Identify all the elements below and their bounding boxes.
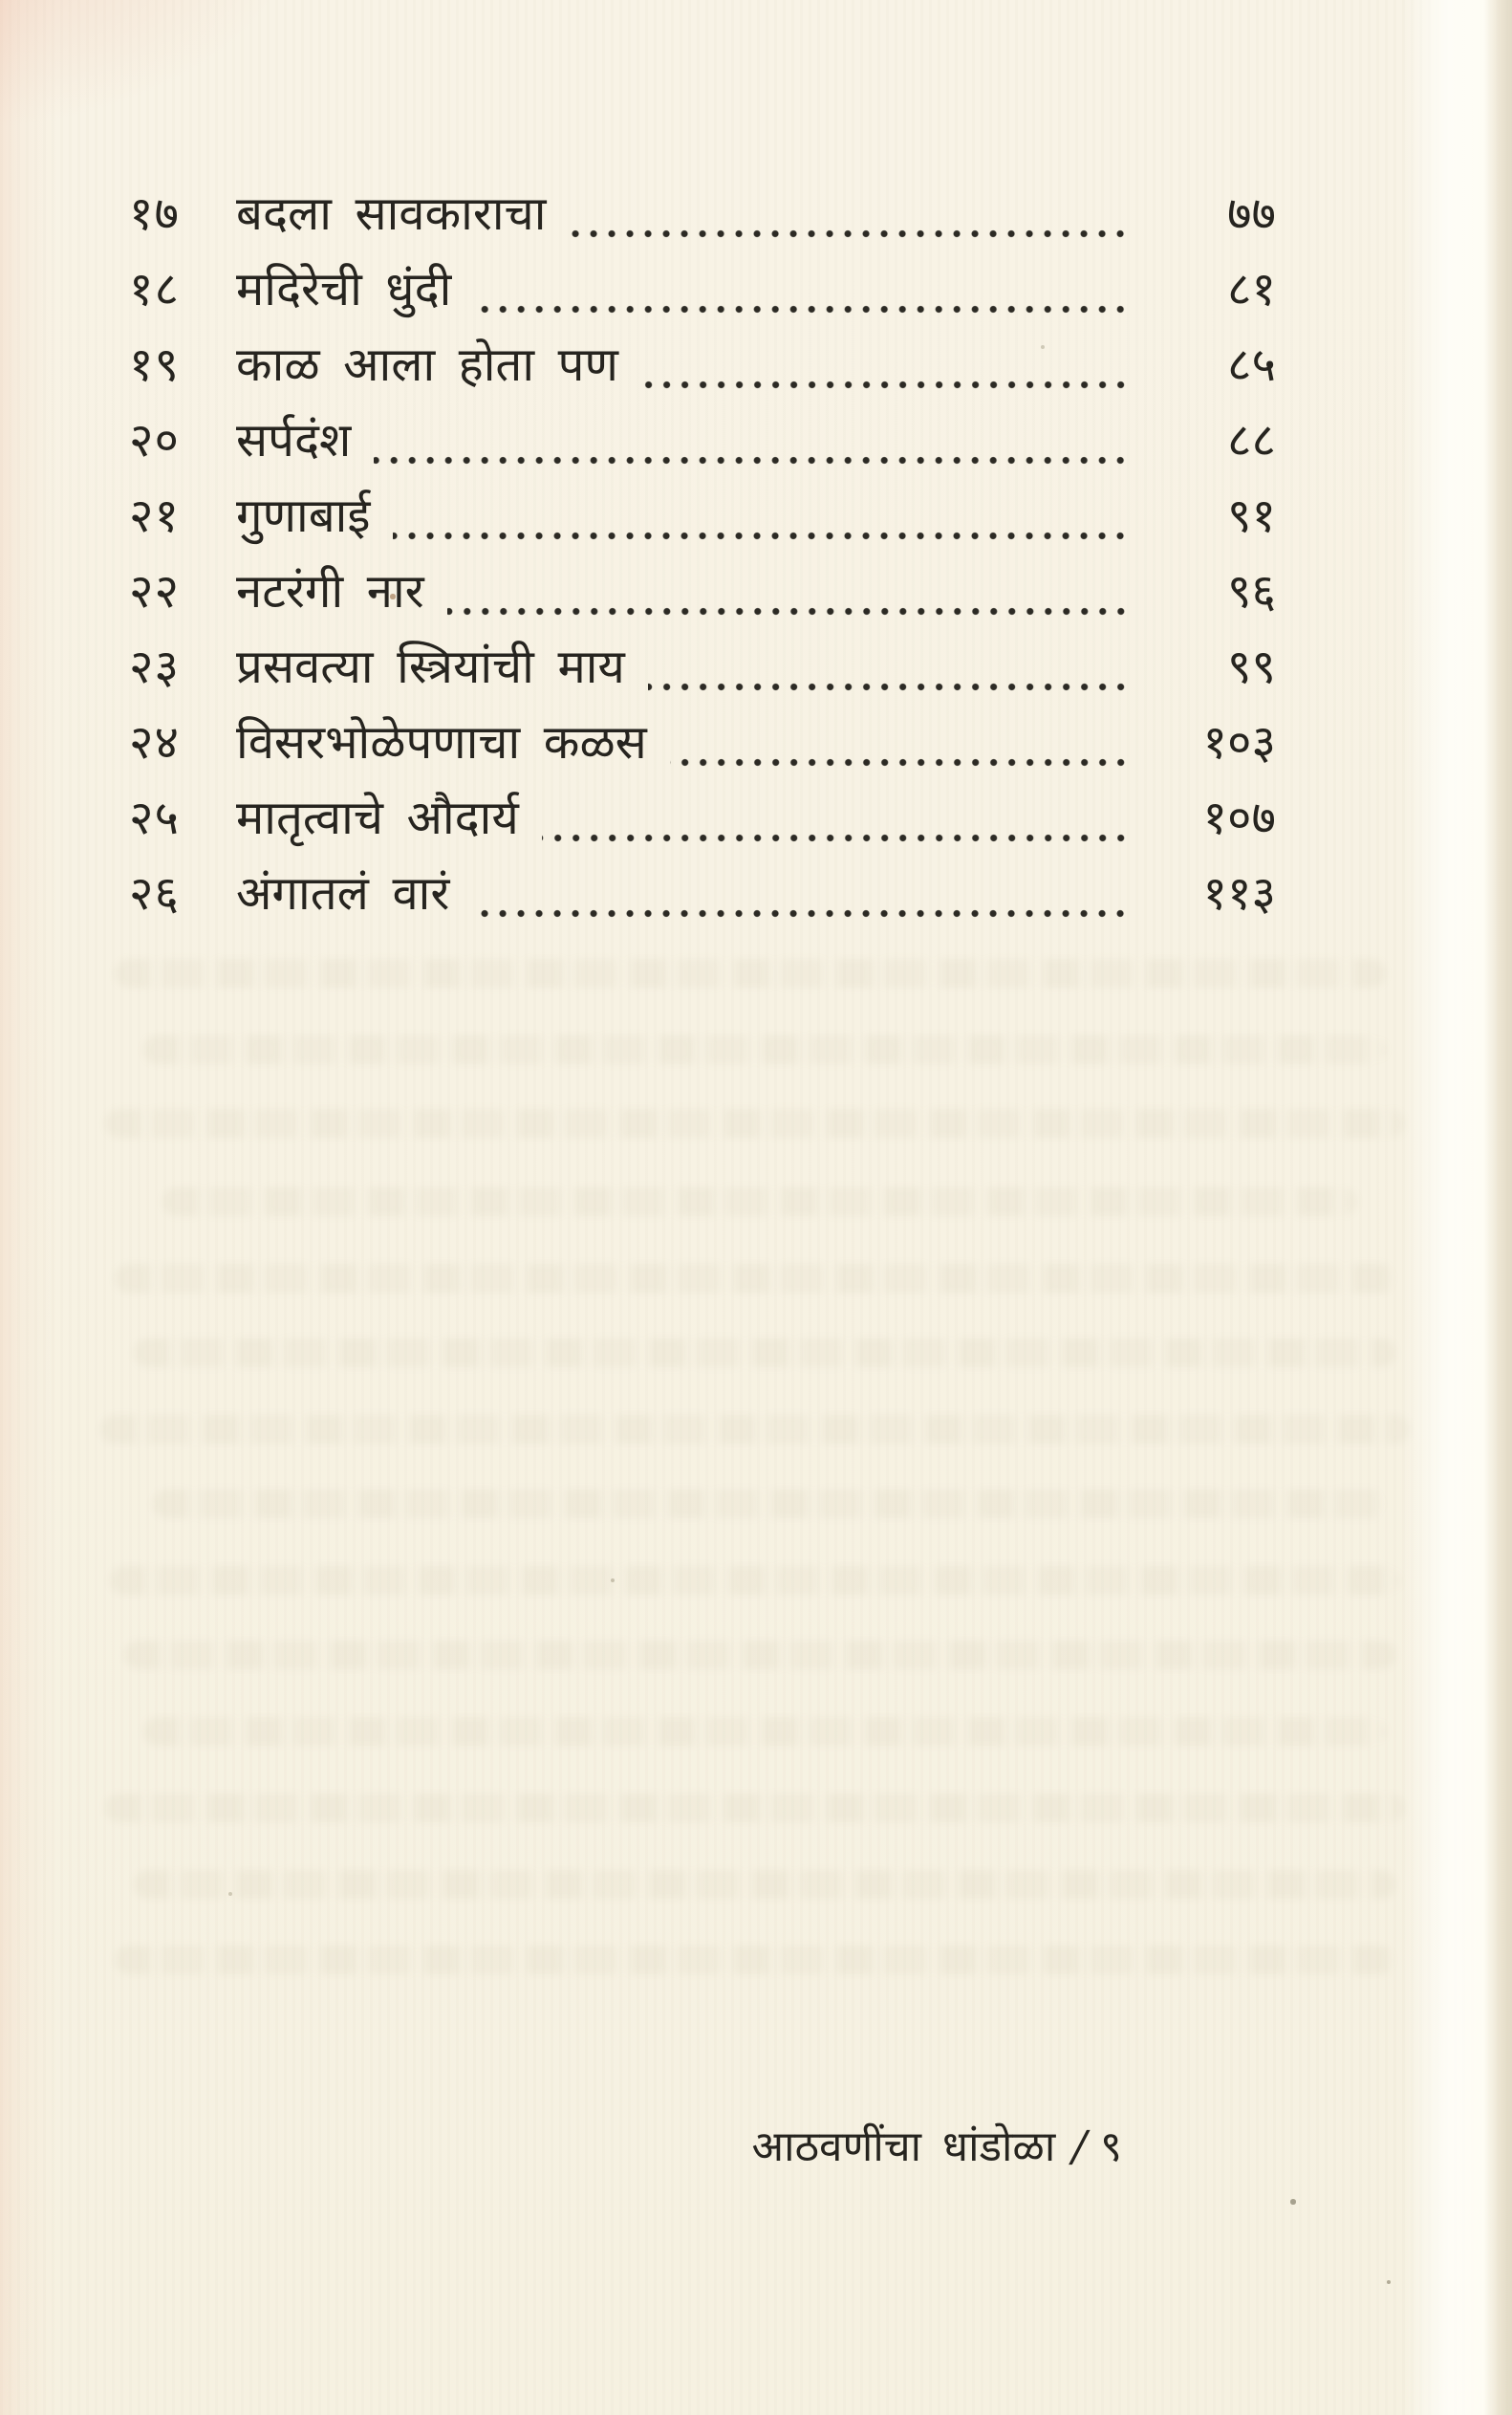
bleedthrough-line <box>162 1187 1357 1216</box>
toc-row <box>129 705 1276 780</box>
chapter-number: १९ <box>129 337 180 392</box>
chapter-page-number: ९१ <box>1227 489 1276 543</box>
toc-row <box>129 402 1276 478</box>
chapter-number: १७ <box>129 186 180 241</box>
toc-row <box>129 251 1276 327</box>
chapter-number: २६ <box>129 866 180 921</box>
bleedthrough-line <box>100 1415 1410 1444</box>
chapter-number: २० <box>129 413 180 468</box>
chapter-title: मदिरेची धुंदी <box>236 262 452 316</box>
dot-leader <box>374 456 1134 465</box>
chapter-title: काळ आला होता पण <box>236 337 618 392</box>
chapter-title: विसरभोळेपणाचा कळस <box>236 715 647 770</box>
dot-leader <box>641 381 1134 389</box>
bleedthrough-line <box>143 1035 1386 1064</box>
bleedthrough-line <box>110 1566 1400 1595</box>
chapter-page-number: ८१ <box>1227 262 1276 316</box>
chapter-number: २३ <box>129 640 180 694</box>
dot-leader <box>472 909 1134 918</box>
bleedthrough-line <box>115 959 1386 988</box>
chapter-number: २४ <box>129 715 180 770</box>
chapter-page-number: ७७ <box>1227 186 1276 241</box>
toc-row <box>129 478 1276 554</box>
chapter-page-number: ९९ <box>1227 640 1276 694</box>
bleedthrough-line <box>153 1490 1386 1518</box>
bleedthrough-line <box>143 1717 1386 1746</box>
dot-leader <box>542 834 1134 842</box>
toc-row <box>129 327 1276 402</box>
chapter-number: २५ <box>129 791 180 845</box>
chapter-number: १८ <box>129 262 180 316</box>
chapter-page-number: ८५ <box>1227 337 1276 392</box>
chapter-title: नटरंगी नार <box>236 564 424 619</box>
paper-specks <box>0 0 2 2</box>
footer-book-title: आठवणींचा धांडोळा <box>751 2122 1056 2171</box>
dot-leader <box>670 758 1134 767</box>
footer-separator: / <box>1067 2122 1092 2171</box>
chapter-title: बदला सावकाराचा <box>236 186 547 241</box>
toc-row <box>129 554 1276 629</box>
bleedthrough-line <box>115 1264 1395 1293</box>
chapter-page-number: ८८ <box>1227 413 1276 468</box>
chapter-title: अंगातलं वारं <box>236 866 450 921</box>
page-footer <box>752 2119 1122 2176</box>
bleedthrough-line <box>134 1338 1395 1367</box>
chapter-number: २२ <box>129 564 180 619</box>
chapter-title: सर्पदंश <box>236 413 352 468</box>
toc-row <box>129 176 1276 251</box>
bleedthrough-line <box>115 1946 1395 1974</box>
bleedthrough-line <box>105 1109 1405 1138</box>
dot-leader <box>569 229 1134 238</box>
chapter-title: गुणाबाई <box>236 489 371 543</box>
dot-leader <box>393 532 1134 540</box>
chapter-page-number: १०७ <box>1202 791 1276 845</box>
table-of-contents <box>129 176 1276 931</box>
chapter-title: मातृत्वाचे औदार्य <box>236 791 519 845</box>
toc-row <box>129 629 1276 705</box>
dot-leader <box>447 607 1134 616</box>
chapter-page-number: १०३ <box>1202 715 1276 770</box>
bleedthrough-line <box>105 1794 1405 1822</box>
chapter-page-number: ११३ <box>1202 866 1276 921</box>
footer-page-number: ९ <box>1100 2122 1122 2171</box>
chapter-number: २१ <box>129 489 180 543</box>
dot-leader <box>474 305 1134 314</box>
toc-row <box>129 780 1276 856</box>
bleedthrough-line <box>124 1641 1395 1669</box>
bleedthrough-line <box>134 1870 1395 1899</box>
chapter-title: प्रसवत्या स्त्रियांची माय <box>236 640 625 694</box>
dot-leader <box>648 683 1134 691</box>
chapter-page-number: ९६ <box>1227 564 1276 619</box>
toc-row <box>129 856 1276 931</box>
